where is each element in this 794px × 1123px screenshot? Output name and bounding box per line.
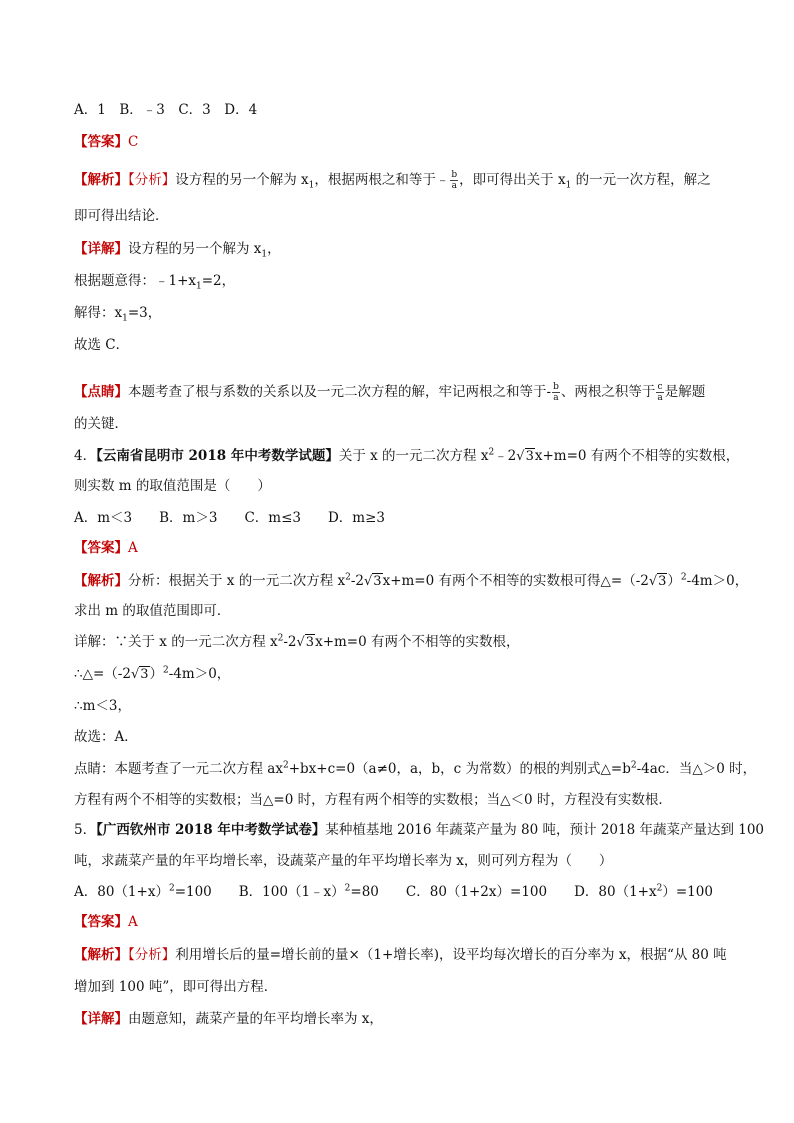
q3-answer bbox=[74, 132, 734, 152]
answer-value: A bbox=[128, 914, 138, 930]
analysis-sub-tag: 【分析】 bbox=[128, 172, 176, 188]
fraction-b-over-a: $\frac{b}{a}$ bbox=[451, 170, 458, 191]
question-source: 【云南省昆明市 2018 年中考数学试题】 bbox=[96, 448, 339, 464]
sqrt-3: √3 bbox=[516, 449, 534, 464]
question-number: 5． bbox=[74, 822, 97, 838]
q3-options: A．1 B．﹣3 C．3 D．4 bbox=[74, 102, 258, 118]
q4-answer bbox=[74, 538, 734, 558]
q5-stem-line2: 吨，求蔬菜产量的年平均增长率，设蔬菜产量的年平均增长率为 x，则可列方程为（ ） bbox=[74, 853, 613, 869]
q4-detail: 详解：∵关于 x 的一元二次方程 $x^2-2√3x+m=0$ 有两个不相等的实数根， bbox=[74, 633, 520, 650]
sqrt-3: √3 bbox=[296, 635, 315, 650]
q3-step1: 根据题意得：$﹣1+x_1=2$， bbox=[74, 273, 236, 292]
question-number: 4． bbox=[74, 448, 97, 464]
analysis-tag: 【解析】 bbox=[74, 573, 128, 589]
q4-analysis: 【解析】分析：根据关于 x 的一元二次方程 $x^2-2√3x+m=0$ 有两个不相等的实数根可得$\triangle=(-2√3)^2-4m>0$， bbox=[74, 572, 749, 589]
q4-stem-line2: 则实数 m 的取值范围是（ ） bbox=[74, 478, 271, 494]
q4-step1: $\therefore\triangle=(-2√3)^2-4m>0$， bbox=[74, 665, 231, 682]
q5-answer bbox=[74, 912, 734, 932]
sqrt-3: √3 bbox=[130, 667, 149, 682]
q4-comment-line2: 方程有两个不相等的实数根；当△=0 时，方程有两个相等的实数根；当△＜0 时，方程没有实数根． bbox=[74, 792, 672, 808]
q3-detail: 【详解】设方程的另一个解为 $x_1$， bbox=[74, 241, 281, 260]
q4-stem: 4．【云南省昆明市 2018 年中考数学试题】关于 x 的一元二次方程 $x^2﹣2√3x+m=0$ 有两个不相等的实数根， bbox=[74, 447, 740, 464]
answer-tag: 【答案】 bbox=[74, 134, 128, 150]
q4-options: A．m＜3 B．m＞3 C．m≤3 D．m≥3 bbox=[74, 510, 386, 526]
analysis-tag: 【解析】 bbox=[74, 947, 128, 963]
answer-tag: 【答案】 bbox=[74, 540, 128, 556]
question-source: 【广西钦州市 2018 年中考数学试卷】 bbox=[96, 822, 326, 838]
detail-tag: 【详解】 bbox=[74, 241, 128, 257]
q3-analysis: 【解析】【分析】设方程的另一个解为 $x_1$，根据两根之和等于﹣ $\frac{b}{a}$ ，即可得出关于 $x_1$ 的一元一次方程，解之 bbox=[74, 170, 711, 191]
q3-comment-line2: 的关键． bbox=[74, 416, 128, 432]
q3-choose: 故选 C． bbox=[74, 337, 130, 353]
answer-value: C bbox=[128, 134, 139, 150]
q3-comment: 【点睛】本题考查了根与系数的关系以及一元二次方程的解，牢记两根之和等于- $\frac{b}{a}$ 、两根之积等于 $\frac{c}{a}$ 是解题 bbox=[74, 382, 706, 403]
comment-tag: 【点睛】 bbox=[74, 384, 128, 400]
answer-tag: 【答案】 bbox=[74, 914, 128, 930]
q5-options: A．$80(1+x)^2=100$ B．100（1﹣x）$^2$=80 C．80（1+2x）=100 D．$80(1+x^2)=100$ bbox=[74, 883, 713, 900]
q3-analysis-line2: 即可得出结论． bbox=[74, 208, 169, 224]
analysis-tag: 【解析】 bbox=[74, 172, 128, 188]
q5-stem: 5．【广西钦州市 2018 年中考数学试卷】某种植基地 2016 年蔬菜产量为 80 吨，预计 2018 年蔬菜产量达到 100 bbox=[74, 822, 765, 838]
q4-choose: 故选：A． bbox=[74, 729, 138, 745]
q4-step2: ∴m＜3， bbox=[74, 698, 131, 714]
sqrt-3: √3 bbox=[364, 574, 382, 589]
q4-comment: 点睛：本题考查了一元二次方程 $ax^2+bx+c=0(a\ne 0$，a，b，c 为常数）的根的判别式$\triangle=b^2-4ac$．当△＞0 时， bbox=[74, 760, 757, 777]
fraction-b-over-a: $\frac{b}{a}$ bbox=[553, 382, 559, 403]
q3-step2: 解得：$x_1=3$， bbox=[74, 305, 162, 324]
sqrt-3: √3 bbox=[648, 574, 667, 589]
answer-value: A bbox=[128, 540, 138, 556]
detail-tag: 【详解】 bbox=[74, 1011, 128, 1027]
fraction-c-over-a: $\frac{c}{a}$ bbox=[657, 382, 663, 403]
q5-detail: 【详解】由题意知，蔬菜产量的年平均增长率为 x， bbox=[74, 1011, 383, 1027]
q5-analysis: 【解析】【分析】利用增长后的量=增长前的量×（1+增长率)，设平均每次增长的百分率为 x，根据“从 80 吨 bbox=[74, 947, 727, 963]
q5-analysis-line2: 增加到 100 吨”，即可得出方程． bbox=[74, 979, 278, 995]
q4-analysis-line2: 求出 m 的取值范围即可． bbox=[74, 603, 231, 619]
analysis-sub-tag: 【分析】 bbox=[128, 947, 176, 963]
